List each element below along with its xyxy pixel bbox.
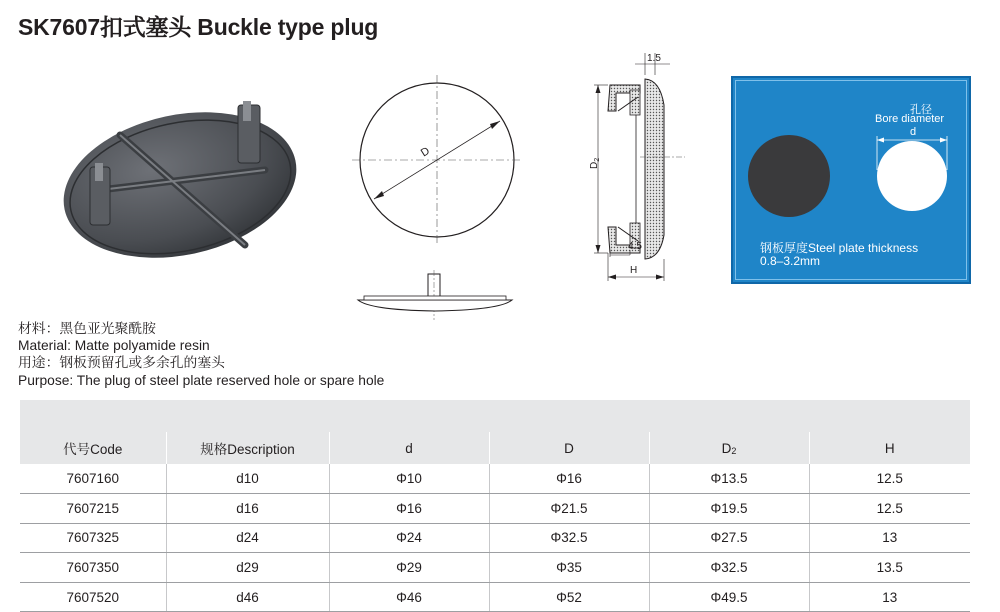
spec-table (20, 400, 970, 612)
bore-symbol: d (910, 126, 917, 138)
accent-bar-orange (329, 400, 970, 432)
cell-description: d16 (166, 494, 329, 524)
cell-d: Φ46 (329, 582, 489, 612)
table-header-row (20, 432, 970, 464)
cell-D2: Φ32.5 (649, 553, 809, 583)
cell-code: 7607350 (20, 553, 166, 583)
cell-code: 7607160 (20, 464, 166, 494)
material-en: Material: Matte polyamide resin (18, 338, 210, 354)
cell-d: Φ29 (329, 553, 489, 583)
cell-D2: Φ13.5 (649, 464, 809, 494)
table-row (20, 464, 970, 494)
table-row (20, 494, 970, 524)
cell-description: d46 (166, 582, 329, 612)
cell-code: 7607215 (20, 494, 166, 524)
bore-hole-circle (877, 141, 947, 211)
dim-top-label: 1.5 (647, 53, 661, 64)
cell-H: 12.5 (809, 464, 970, 494)
table-row (20, 553, 970, 583)
cell-description: d10 (166, 464, 329, 494)
cell-d: Φ16 (329, 494, 489, 524)
header-d: d (329, 432, 489, 464)
cell-D2: Φ27.5 (649, 523, 809, 553)
header-description: 规格Description (166, 432, 329, 464)
cell-description: d24 (166, 523, 329, 553)
side-view-drawing (350, 270, 520, 320)
table-row (20, 523, 970, 553)
material-cn: 材料：黑色亚光聚酰胺 (18, 321, 156, 336)
cell-description: d29 (166, 553, 329, 583)
cell-H: 12.5 (809, 494, 970, 524)
cell-D: Φ35 (489, 553, 649, 583)
purpose-en: Purpose: The plug of steel plate reserved hole or spare hole (18, 372, 385, 388)
cell-D: Φ52 (489, 582, 649, 612)
bore-label-en: Bore diameter (875, 113, 945, 125)
cell-code: 7607520 (20, 582, 166, 612)
cell-D: Φ16 (489, 464, 649, 494)
bore-info-panel (731, 76, 971, 284)
cell-d: Φ10 (329, 464, 489, 494)
header-accent-bar (20, 400, 970, 432)
dim-d2-label: $D_2$ (589, 157, 601, 169)
cell-code: 7607325 (20, 523, 166, 553)
header-D: D (489, 432, 649, 464)
top-view-drawing (352, 75, 522, 245)
cell-H: 13 (809, 582, 970, 612)
header-H: H (809, 432, 970, 464)
plate-thickness-range: 0.8–3.2mm (760, 254, 821, 268)
cell-D: Φ21.5 (489, 494, 649, 524)
cell-H: 13.5 (809, 553, 970, 583)
header-D2: D2 (649, 432, 809, 464)
product-notes (18, 320, 384, 389)
section-view-drawing (580, 45, 690, 290)
accent-bar-blue (20, 400, 329, 432)
purpose-cn: 用途：钢板预留孔或多余孔的塞头 (18, 355, 225, 371)
dim-h-label: H (630, 265, 638, 276)
diameter-label: D (418, 144, 433, 160)
header-code: 代号Code (20, 432, 166, 464)
plug-circle (748, 135, 830, 217)
cell-D: Φ32.5 (489, 523, 649, 553)
cell-D2: Φ49.5 (649, 582, 809, 612)
plate-thickness-label: 钢板厚度Steel plate thickness (760, 241, 919, 255)
cell-D2: Φ19.5 (649, 494, 809, 524)
dim-bottom-label: 4.5 (628, 241, 642, 252)
cell-d: Φ24 (329, 523, 489, 553)
page-title: SK7607扣式塞头 Buckle type plug (18, 14, 379, 40)
table-row (20, 582, 970, 612)
cell-H: 13 (809, 523, 970, 553)
product-photo (60, 95, 305, 270)
bore-label-cn: 孔径 (910, 104, 932, 116)
